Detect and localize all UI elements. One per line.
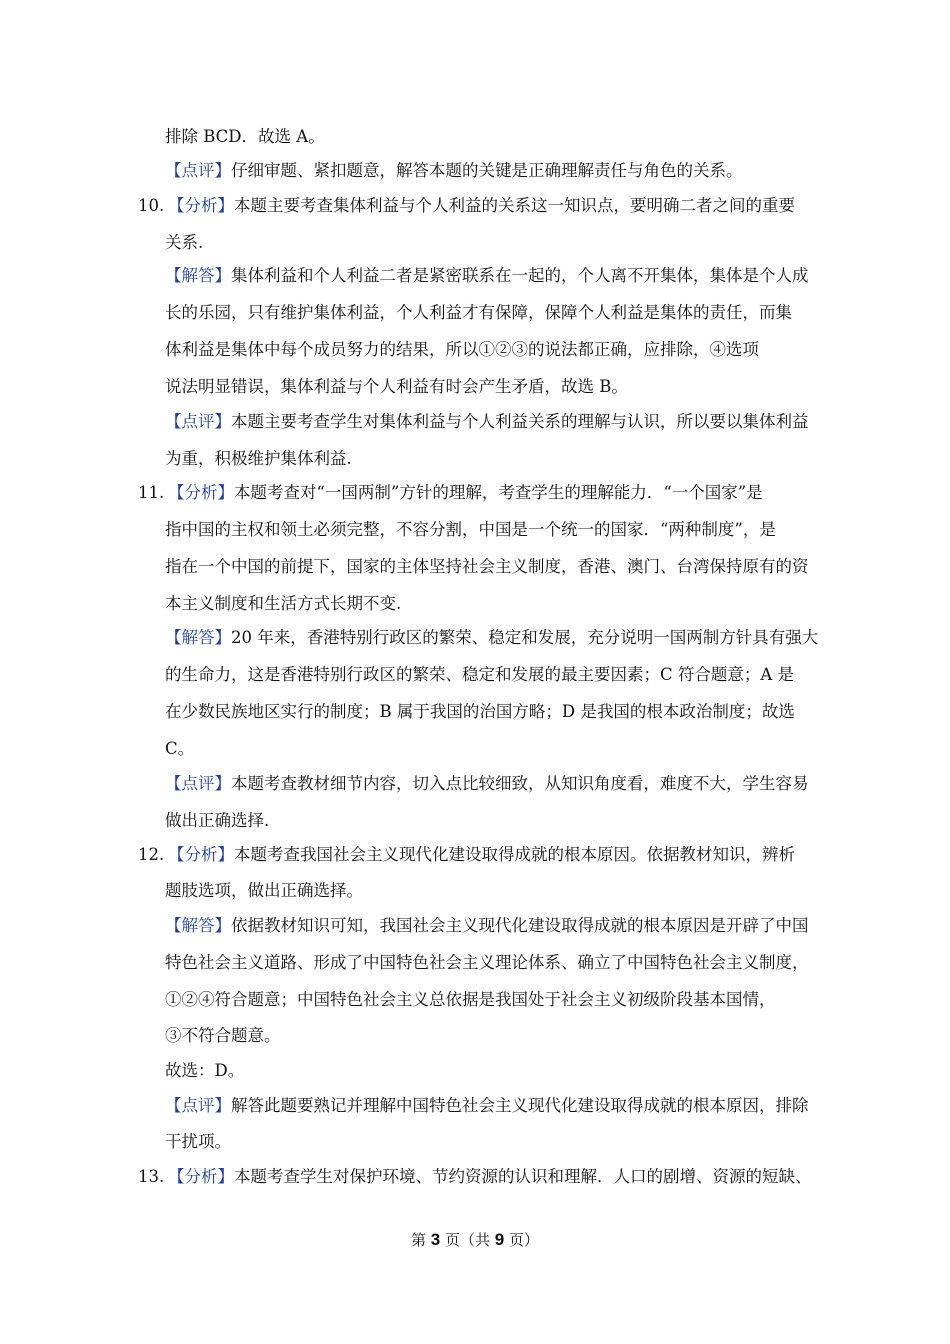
q10-analysis-line-2: 关系. bbox=[165, 233, 204, 252]
q12-answer-line-1: 【解答】依据教材知识可知，我国社会主义现代化建设取得成就的根本原因是开辟了中国 bbox=[165, 916, 809, 935]
q11-answer-line-3: 在少数民族地区实行的制度；B 属于我国的治国方略；D 是我国的根本政治制度；故选 bbox=[165, 702, 795, 721]
q11-answer-line-1: 【解答】20 年来，香港特别行政区的繁荣、稳定和发展，充分说明一国两制方针具有强大 bbox=[165, 628, 819, 647]
q9-review: 【点评】仔细审题、紧扣题意，解答本题的关键是正确理解责任与角色的关系。 bbox=[165, 161, 743, 180]
q11-review-line-1: 【点评】本题考查教材细节内容，切入点比较细致，从知识角度看，难度不大，学生容易 bbox=[165, 774, 809, 793]
q10-analysis-line-1: 10. 【分析】本题主要考查集体利益与个人利益的关系这一知识点，要明确二者之间的重要 bbox=[138, 196, 795, 215]
analysis-tag: 【分析】 bbox=[168, 196, 234, 215]
q10-review-line-1: 【点评】本题主要考查学生对集体利益与个人利益关系的理解与认识，所以要以集体利益 bbox=[165, 412, 809, 431]
q13-analysis-line-1: 13. 【分析】本题考查学生对保护环境、节约资源的认识和理解．人口的剧增、资源的短缺、 bbox=[138, 1167, 812, 1186]
q11-review-line-2: 做出正确选择. bbox=[165, 811, 270, 830]
total-page-count: 9 bbox=[494, 1230, 505, 1249]
question-number: 10. bbox=[138, 196, 165, 215]
q10-answer-line-1: 【解答】集体利益和个人利益二者是紧密联系在一起的，个人离不开集体，集体是个人成 bbox=[165, 266, 809, 285]
q11-analysis-line-4: 本主义制度和生活方式长期不变. bbox=[165, 594, 402, 613]
q12-answer-line-5: 故选：D。 bbox=[165, 1061, 245, 1080]
analysis-tag: 【分析】 bbox=[168, 1167, 234, 1186]
q12-review-line-1: 【点评】解答此题要熟记并理解中国特色社会主义现代化建设取得成就的根本原因，排除 bbox=[165, 1096, 809, 1115]
review-tag: 【点评】 bbox=[165, 161, 231, 180]
q11-answer-line-2: 的生命力，这是香港特别行政区的繁荣、稳定和发展的最主要因素；C 符合题意；A 是 bbox=[165, 665, 795, 684]
q12-answer-line-2: 特色社会主义道路、形成了中国特色社会主义理论体系、确立了中国特色社会主义制度， bbox=[165, 953, 809, 972]
q12-analysis-line-2: 题肢选项，做出正确选择。 bbox=[165, 881, 363, 900]
q9-answer-tail: 排除 BCD．故选 A。 bbox=[165, 127, 325, 146]
page-footer: 第 3 页（共 9 页） bbox=[410, 1230, 540, 1249]
q10-answer-line-2: 长的乐园，只有维护集体利益，个人利益才有保障，保障个人利益是集体的责任，而集 bbox=[165, 303, 792, 322]
q12-answer-line-3: ①②④符合题意；中国特色社会主义总依据是我国处于社会主义初级阶段基本国情， bbox=[165, 990, 776, 1009]
review-tag: 【点评】 bbox=[165, 774, 231, 793]
q11-analysis-line-3: 指在一个中国的前提下，国家的主体坚持社会主义制度，香港、澳门、台湾保持原有的资 bbox=[165, 557, 809, 576]
answer-tag: 【解答】 bbox=[165, 628, 231, 647]
q11-analysis-line-1: 11. 【分析】本题考查对“一国两制”方针的理解，考查学生的理解能力．“一个国家”是 bbox=[138, 483, 763, 502]
question-number: 13. bbox=[138, 1167, 165, 1186]
q10-answer-line-4: 说法明显错误，集体利益与个人利益有时会产生矛盾，故选 B。 bbox=[165, 377, 628, 396]
analysis-tag: 【分析】 bbox=[168, 483, 234, 502]
q12-review-line-2: 干扰项。 bbox=[165, 1132, 231, 1151]
review-tag: 【点评】 bbox=[165, 1096, 231, 1115]
q11-analysis-line-2: 指中国的主权和领土必须完整，不容分割，中国是一个统一的国家．“两种制度”，是 bbox=[165, 520, 776, 539]
q12-answer-line-4: ③不符合题意。 bbox=[165, 1026, 281, 1045]
q10-answer-line-3: 体利益是集体中每个成员努力的结果，所以①②③的说法都正确，应排除，④选项 bbox=[165, 340, 759, 359]
q11-answer-line-4: C。 bbox=[165, 739, 195, 758]
answer-tag: 【解答】 bbox=[165, 266, 231, 285]
analysis-tag: 【分析】 bbox=[168, 845, 234, 864]
answer-tag: 【解答】 bbox=[165, 916, 231, 935]
q12-analysis-line-1: 12. 【分析】本题考查我国社会主义现代化建设取得成就的根本原因。依据教材知识，辨析 bbox=[138, 845, 795, 864]
q10-review-line-2: 为重，积极维护集体利益. bbox=[165, 449, 352, 468]
review-tag: 【点评】 bbox=[165, 412, 231, 431]
question-number: 12. bbox=[138, 845, 165, 864]
question-number: 11. bbox=[138, 483, 165, 502]
current-page-number: 3 bbox=[430, 1230, 441, 1249]
